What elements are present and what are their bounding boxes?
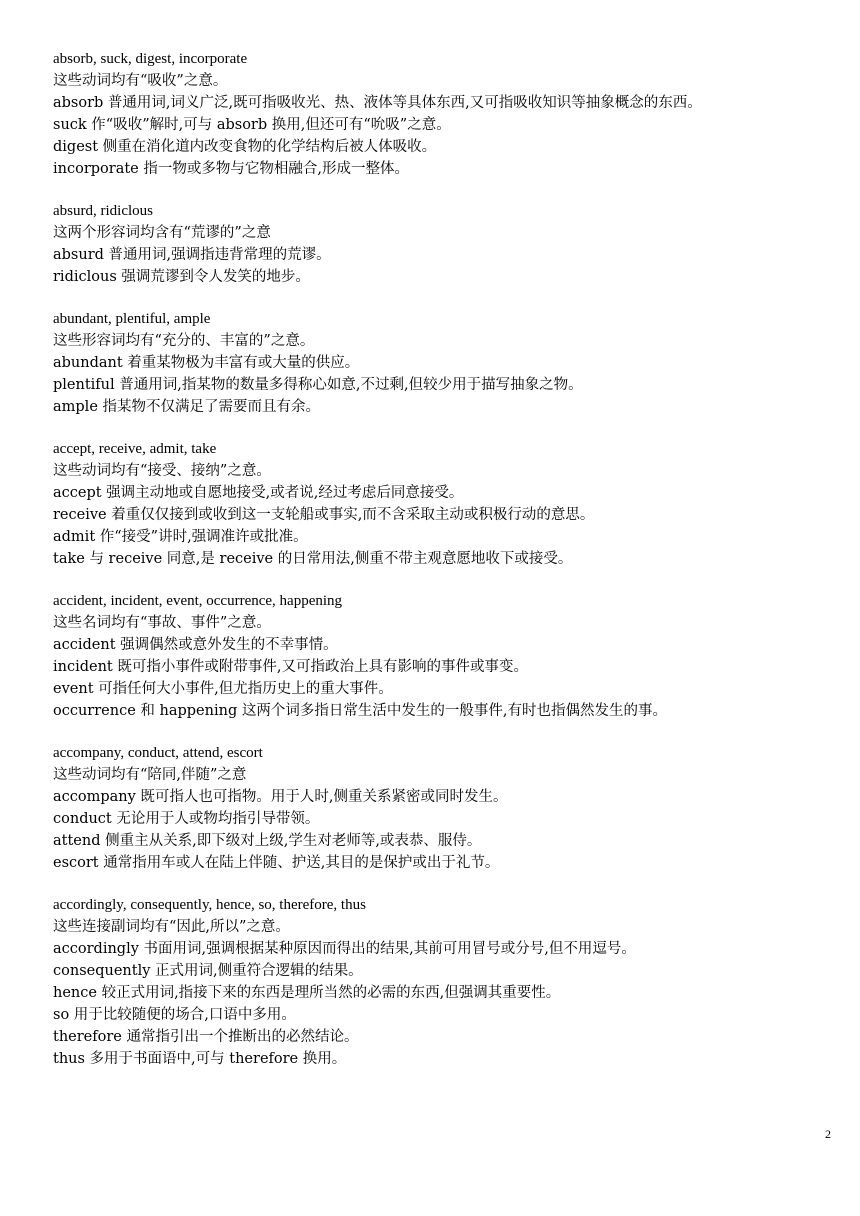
- page-number: 2: [825, 1127, 831, 1141]
- entry-definition: escort 通常指用车或人在陆上伴随、护送,其目的是保护或出于礼节。: [53, 855, 500, 871]
- document-body: [53, 48, 843, 1090]
- entry-headword: abundant, plentiful, ample: [53, 311, 211, 327]
- entry: [53, 894, 843, 1070]
- entry: [53, 438, 843, 570]
- entry-definition: abundant 着重某物极为丰富有或大量的供应。: [53, 355, 360, 371]
- entry-definition: event 可指任何大小事件,但尤指历史上的重大事件。: [53, 681, 393, 697]
- entry-summary: 这些动词均有“接受、接纳”之意。: [53, 463, 271, 479]
- entry-definition: incident 既可指小事件或附带事件,又可指政治上具有影响的事件或事变。: [53, 659, 528, 675]
- entry-summary: 这两个形容词均含有“荒谬的”之意: [53, 225, 271, 241]
- entry-definition: hence 较正式用词,指接下来的东西是理所当然的必需的东西,但强调其重要性。: [53, 985, 561, 1001]
- entry-definition: conduct 无论用于人或物均指引导带领。: [53, 811, 320, 827]
- entry-definition: accept 强调主动地或自愿地接受,或者说,经过考虑后同意接受。: [53, 485, 464, 501]
- entry: [53, 48, 843, 180]
- entry-definition: absurd 普通用词,强调指违背常理的荒谬。: [53, 247, 331, 263]
- entry-headword: accordingly, consequently, hence, so, therefore, thus: [53, 897, 366, 913]
- entry: [53, 308, 843, 418]
- entry-definition: ridiclous 强调荒谬到令人发笑的地步。: [53, 269, 310, 285]
- entry-definition: accident 强调偶然或意外发生的不幸事情。: [53, 637, 338, 653]
- entry-definition: receive 着重仅仅接到或收到这一支轮船或事实,而不含采取主动或积极行动的意思。: [53, 507, 595, 523]
- entry-definition: therefore 通常指引出一个推断出的必然结论。: [53, 1029, 359, 1045]
- entry-definition: occurrence 和 happening 这两个词多指日常生活中发生的一般事件,有时也指偶然发生的事。: [53, 703, 667, 719]
- entry-definition: so 用于比较随便的场合,口语中多用。: [53, 1007, 296, 1023]
- entry: [53, 742, 843, 874]
- entry-summary: 这些动词均有“陪同,伴随”之意: [53, 767, 247, 783]
- entry-definition: incorporate 指一物或多物与它物相融合,形成一整体。: [53, 161, 409, 177]
- entry-definition: ample 指某物不仅满足了需要而且有余。: [53, 399, 321, 415]
- entry-definition: suck 作“吸收”解时,可与 absorb 换用,但还可有“吮吸”之意。: [53, 117, 451, 133]
- entry: [53, 590, 843, 722]
- entry-definition: plentiful 普通用词,指某物的数量多得称心如意,不过剩,但较少用于描写抽象之物。: [53, 377, 583, 393]
- entry-definition: accompany 既可指人也可指物。用于人时,侧重关系紧密或同时发生。: [53, 789, 508, 805]
- entry-headword: accompany, conduct, attend, escort: [53, 745, 263, 761]
- entry-definition: accordingly 书面用词,强调根据某种原因而得出的结果,其前可用冒号或分号,但不用逗号。: [53, 941, 636, 957]
- entry-definition: consequently 正式用词,侧重符合逻辑的结果。: [53, 963, 363, 979]
- entry-summary: 这些名词均有“事故、事件”之意。: [53, 615, 271, 631]
- entry-headword: absorb, suck, digest, incorporate: [53, 51, 248, 67]
- entry-definition: digest 侧重在消化道内改变食物的化学结构后被人体吸收。: [53, 139, 437, 155]
- entry-definition: thus 多用于书面语中,可与 therefore 换用。: [53, 1051, 347, 1067]
- entry-headword: accident, incident, event, occurrence, happening: [53, 593, 343, 609]
- entry-summary: 这些连接副词均有“因此,所以”之意。: [53, 919, 290, 935]
- entry-definition: take 与 receive 同意,是 receive 的日常用法,侧重不带主观意愿地收下或接受。: [53, 551, 573, 567]
- entry-definition: attend 侧重主从关系,即下级对上级,学生对老师等,或表恭、服侍。: [53, 833, 482, 849]
- entry-definition: absorb 普通用词,词义广泛,既可指吸收光、热、液体等具体东西,又可指吸收知识等抽象概念的东西。: [53, 95, 702, 111]
- entry-headword: accept, receive, admit, take: [53, 441, 217, 457]
- entry-summary: 这些动词均有“吸收”之意。: [53, 73, 228, 89]
- entry: [53, 200, 843, 288]
- entry-summary: 这些形容词均有“充分的、丰富的”之意。: [53, 333, 315, 349]
- entry-headword: absurd, ridiclous: [53, 203, 153, 219]
- entry-definition: admit 作“接受”讲时,强调准许或批准。: [53, 529, 308, 545]
